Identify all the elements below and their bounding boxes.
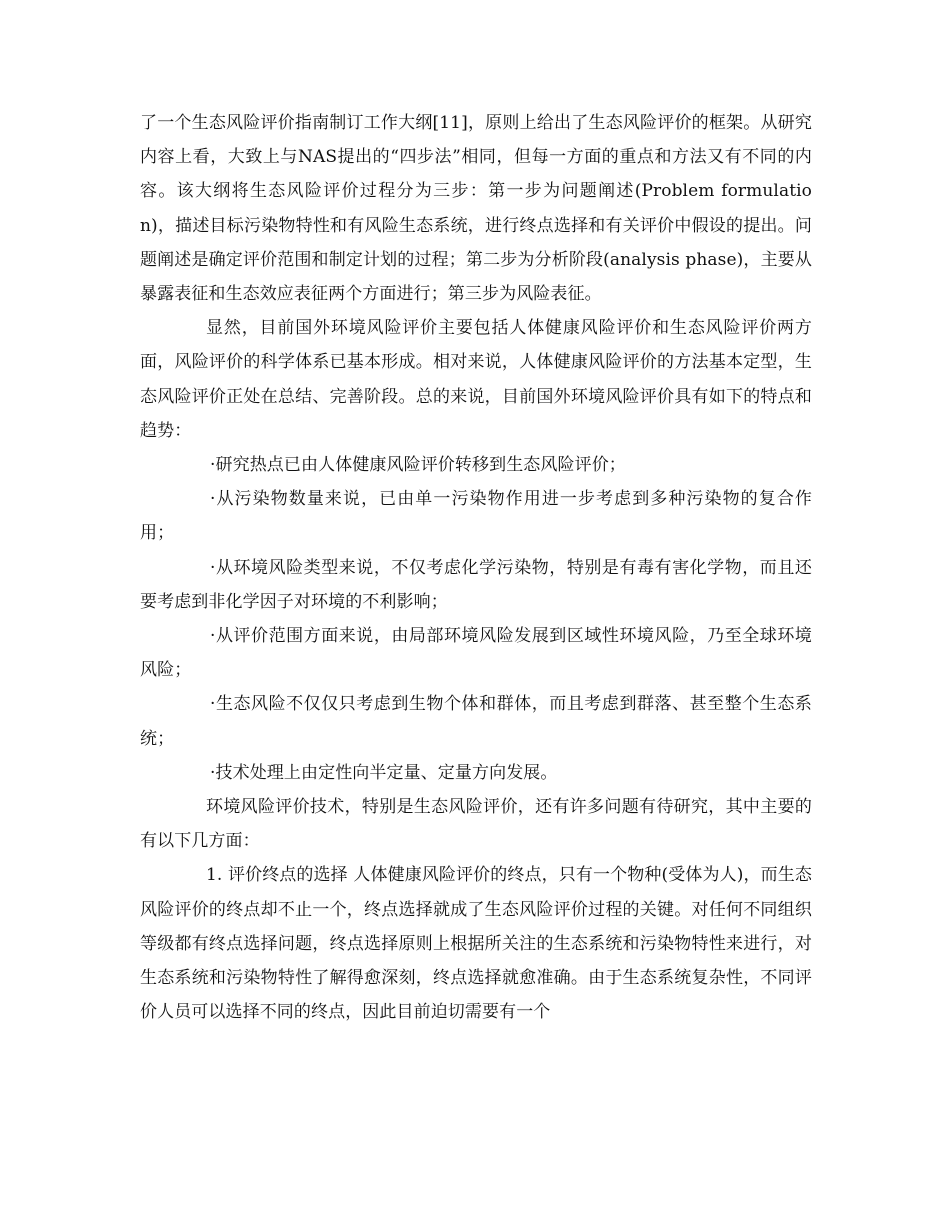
body-text [140,106,812,1029]
bullet-item: ·生态风险不仅仅只考虑到生物个体和群体，而且考虑到群落、甚至整个生态系统； [140,694,812,749]
bullet-item: ·从环境风险类型来说，不仅考虑化学污染物，特别是有毒有害化学物，而且还要考虑到非化学因子对环境的不利影响； [140,557,812,612]
numbered-item-endpoint-selection: 1. 评价终点的选择 人体健康风险评价的终点，只有一个物种(受体为人)，而生态风险评价的终点却不止一个，终点选择就成了生态风险评价过程的关键。对任何不同组织等级都有终点选择问题，终点选择原则上根据所关注的生态系统和污染物特性来进行，对生态系统和污染物特性了解得愈深刻，终点选择就愈准确。由于生态系统复杂性，不同评价人员可以选择不同的终点，因此目前迫切需要有一个 [140,865,812,1023]
bullet-item: ·技术处理上由定性向半定量、定量方向发展。 [210,762,558,783]
bullet-item: ·从评价范围方面来说，由局部环境风险发展到区域性环境风险，乃至全球环境风险； [140,626,812,681]
bullet-item: ·从污染物数量来说，已由单一污染物作用进一步考虑到多种污染物的复合作用； [140,489,812,544]
bullet-item: ·研究热点已由人体健康风险评价转移到生态风险评价； [210,455,626,476]
paragraph-overview: 显然，目前国外环境风险评价主要包括人体健康风险评价和生态风险评价两方面，风险评价的科学体系已基本形成。相对来说，人体健康风险评价的方法基本定型，生态风险评价正处在总结、完善阶段。总的来说，目前国外环境风险评价具有如下的特点和趋势： [140,318,812,441]
paragraph-framework: 了一个生态风险评价指南制订工作大纲[11]，原则上给出了生态风险评价的框架。从研究内容上看，大致上与NAS提出的“四步法”相同，但每一方面的重点和方法又有不同的内容。该大纲将生态风险评价过程分为三步：第一步为问题阐述(Problem formulation)，描述目标污染物特性和有风险生态系统，进行终点选择和有关评价中假设的提出。问题阐述是确定评价范围和制定计划的过程；第二步为分析阶段(analysis phase)，主要从暴露表征和生态效应表征两个方面进行；第三步为风险表征。 [140,113,812,305]
paragraph-research-issues: 环境风险评价技术，特别是生态风险评价，还有许多问题有待研究，其中主要的有以下几方面： [140,797,812,852]
